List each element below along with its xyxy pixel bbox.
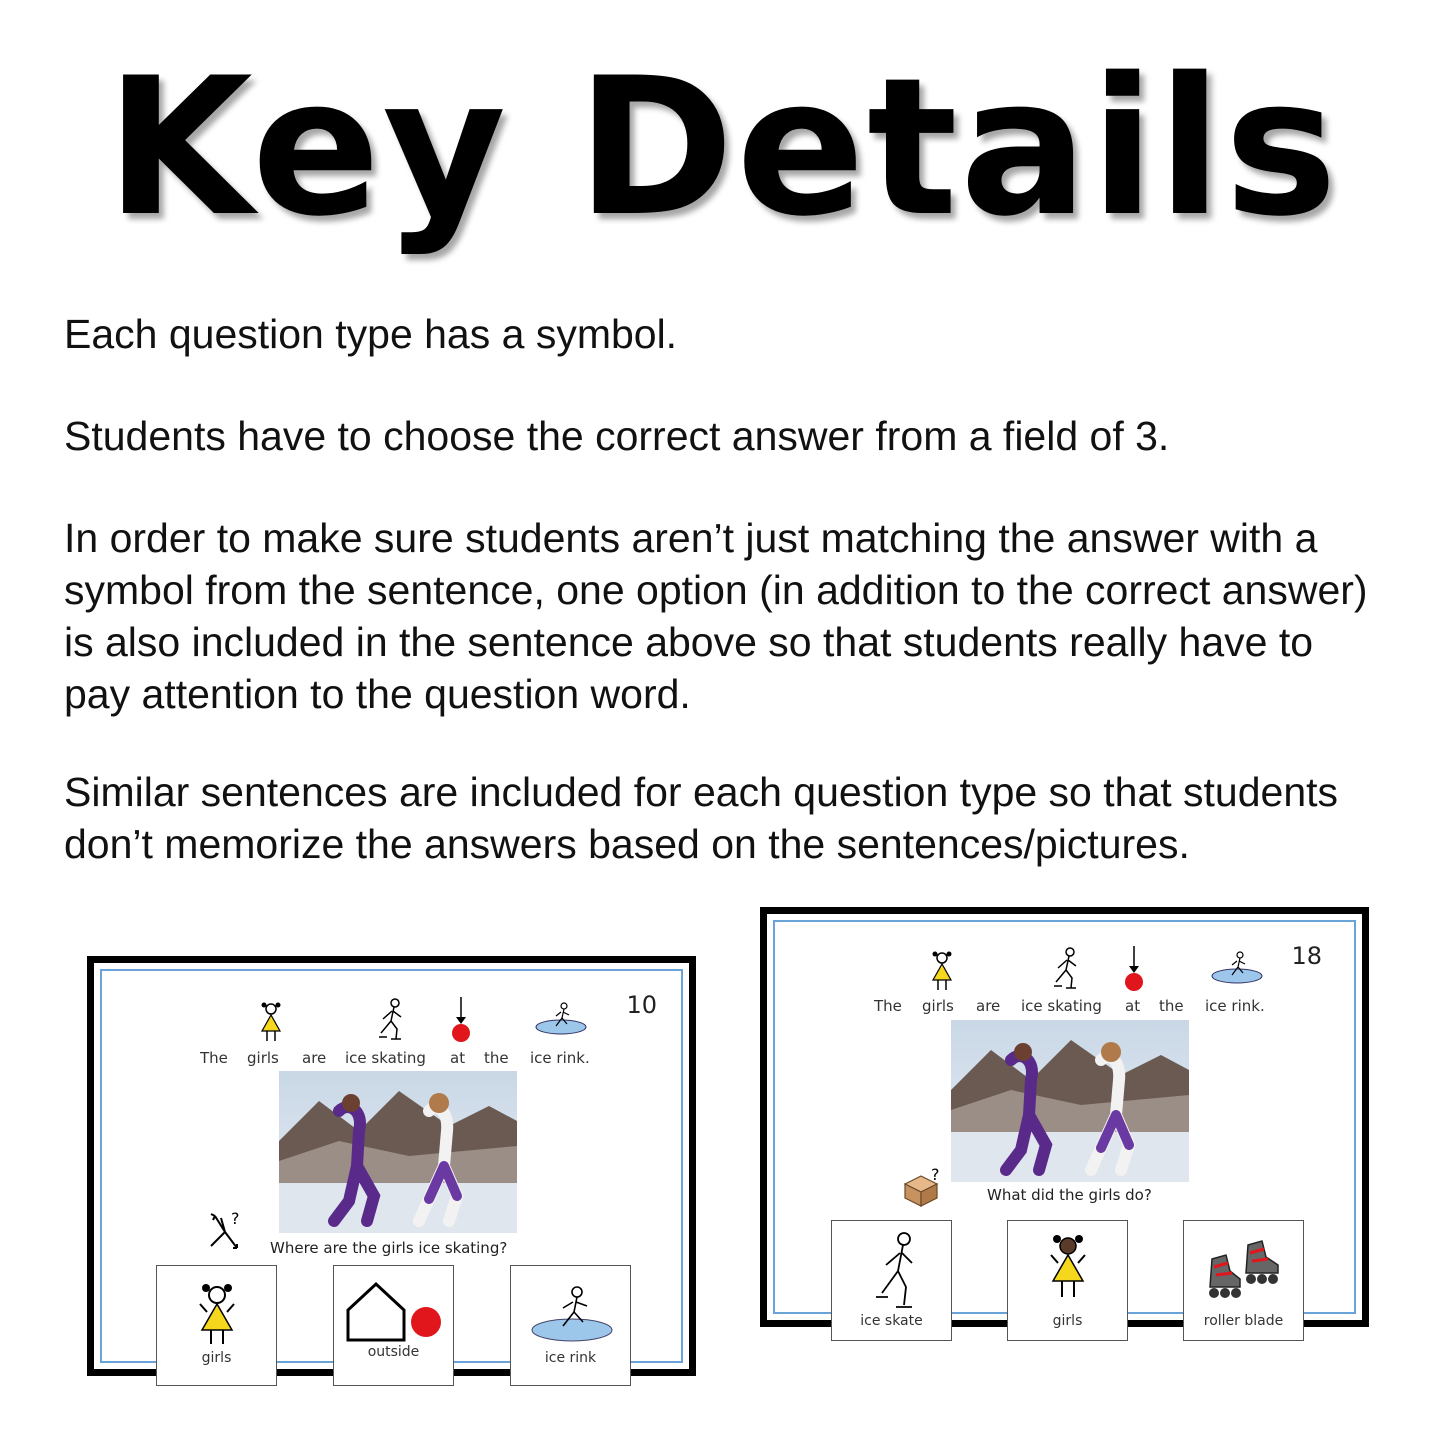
girl-icon [1046,1233,1090,1303]
choice-label: girls [201,1350,232,1366]
ice-rink-symbol-icon [534,1001,588,1037]
ice-skating-photo [279,1071,517,1233]
girl-icon [195,1282,239,1348]
girl-symbol-icon [928,950,956,992]
question-text: What did the girls do? [987,1186,1152,1204]
choice-label: girls [1052,1313,1083,1329]
sentence-word-girls: girls [247,1049,279,1067]
ice-skating-photo [951,1020,1189,1182]
where-question-icon [207,1208,245,1252]
svg-text:?: ? [931,1166,940,1184]
worksheet-card-left [87,956,696,1376]
sentence-word-ice-skating: ice skating [345,1049,426,1067]
what-question-icon [899,1166,945,1208]
question-text: Where are the girls ice skating? [270,1239,508,1257]
choice-label: ice skate [860,1313,923,1329]
sentence-word-the: The [200,1049,228,1067]
page-title: Key Details [105,37,1340,258]
choice-girls[interactable] [1007,1220,1128,1341]
choice-ice-rink[interactable] [510,1265,631,1386]
choice-girls[interactable] [156,1265,277,1386]
choice-label: ice rink [544,1350,597,1366]
sentence-word-girls: girls [922,997,954,1015]
svg-text:?: ? [231,1209,240,1228]
sentence-word-the: The [874,997,902,1015]
sentence-word-are: are [976,997,1001,1015]
ice-skating-symbol-icon [371,997,409,1043]
worksheet-card-right [760,907,1369,1327]
paragraph-4: Similar sentences are included for each question type so that students don’t memorize the answers based on the sentences/pictures. [64,769,1339,867]
choice-ice-skate[interactable] [831,1220,952,1341]
sentence-word-ice-skating: ice skating [1021,997,1102,1015]
at-symbol-icon [1122,946,1146,994]
ice-skate-icon [858,1231,928,1311]
paragraph-3: In order to make sure students aren’t just matching the answer with a symbol from the sentence, one option (in addition to the correct answer) is also included in the sentence above so that students really have to pay attention to the question word. [64,515,1368,717]
roller-blade-icon [1204,1231,1288,1305]
choice-roller-blade[interactable] [1183,1220,1304,1341]
sentence-word-at: at [1125,997,1141,1015]
girl-symbol-icon [257,1001,285,1043]
paragraph-2: Students have to choose the correct answer from a field of 3. [64,413,1170,459]
sentence-word-the-2: the [1159,997,1184,1015]
page-number: 18 [1291,942,1322,970]
ice-skating-symbol-icon [1046,946,1084,992]
ice-rink-icon [529,1284,615,1344]
ice-rink-symbol-icon [1210,950,1264,986]
sentence-word-ice-rink: ice rink. [530,1049,590,1067]
sentence-word-the-2: the [484,1049,509,1067]
paragraph-1: Each question type has a symbol. [64,311,678,357]
choice-label: roller blade [1203,1313,1284,1329]
sentence-word-are: are [302,1049,327,1067]
choice-label: outside [367,1344,420,1360]
page-number: 10 [626,991,657,1019]
sentence-word-ice-rink: ice rink. [1205,997,1265,1015]
outside-icon [344,1280,444,1346]
sentence-word-at: at [450,1049,466,1067]
at-symbol-icon [449,997,473,1045]
choice-outside[interactable] [333,1265,454,1386]
